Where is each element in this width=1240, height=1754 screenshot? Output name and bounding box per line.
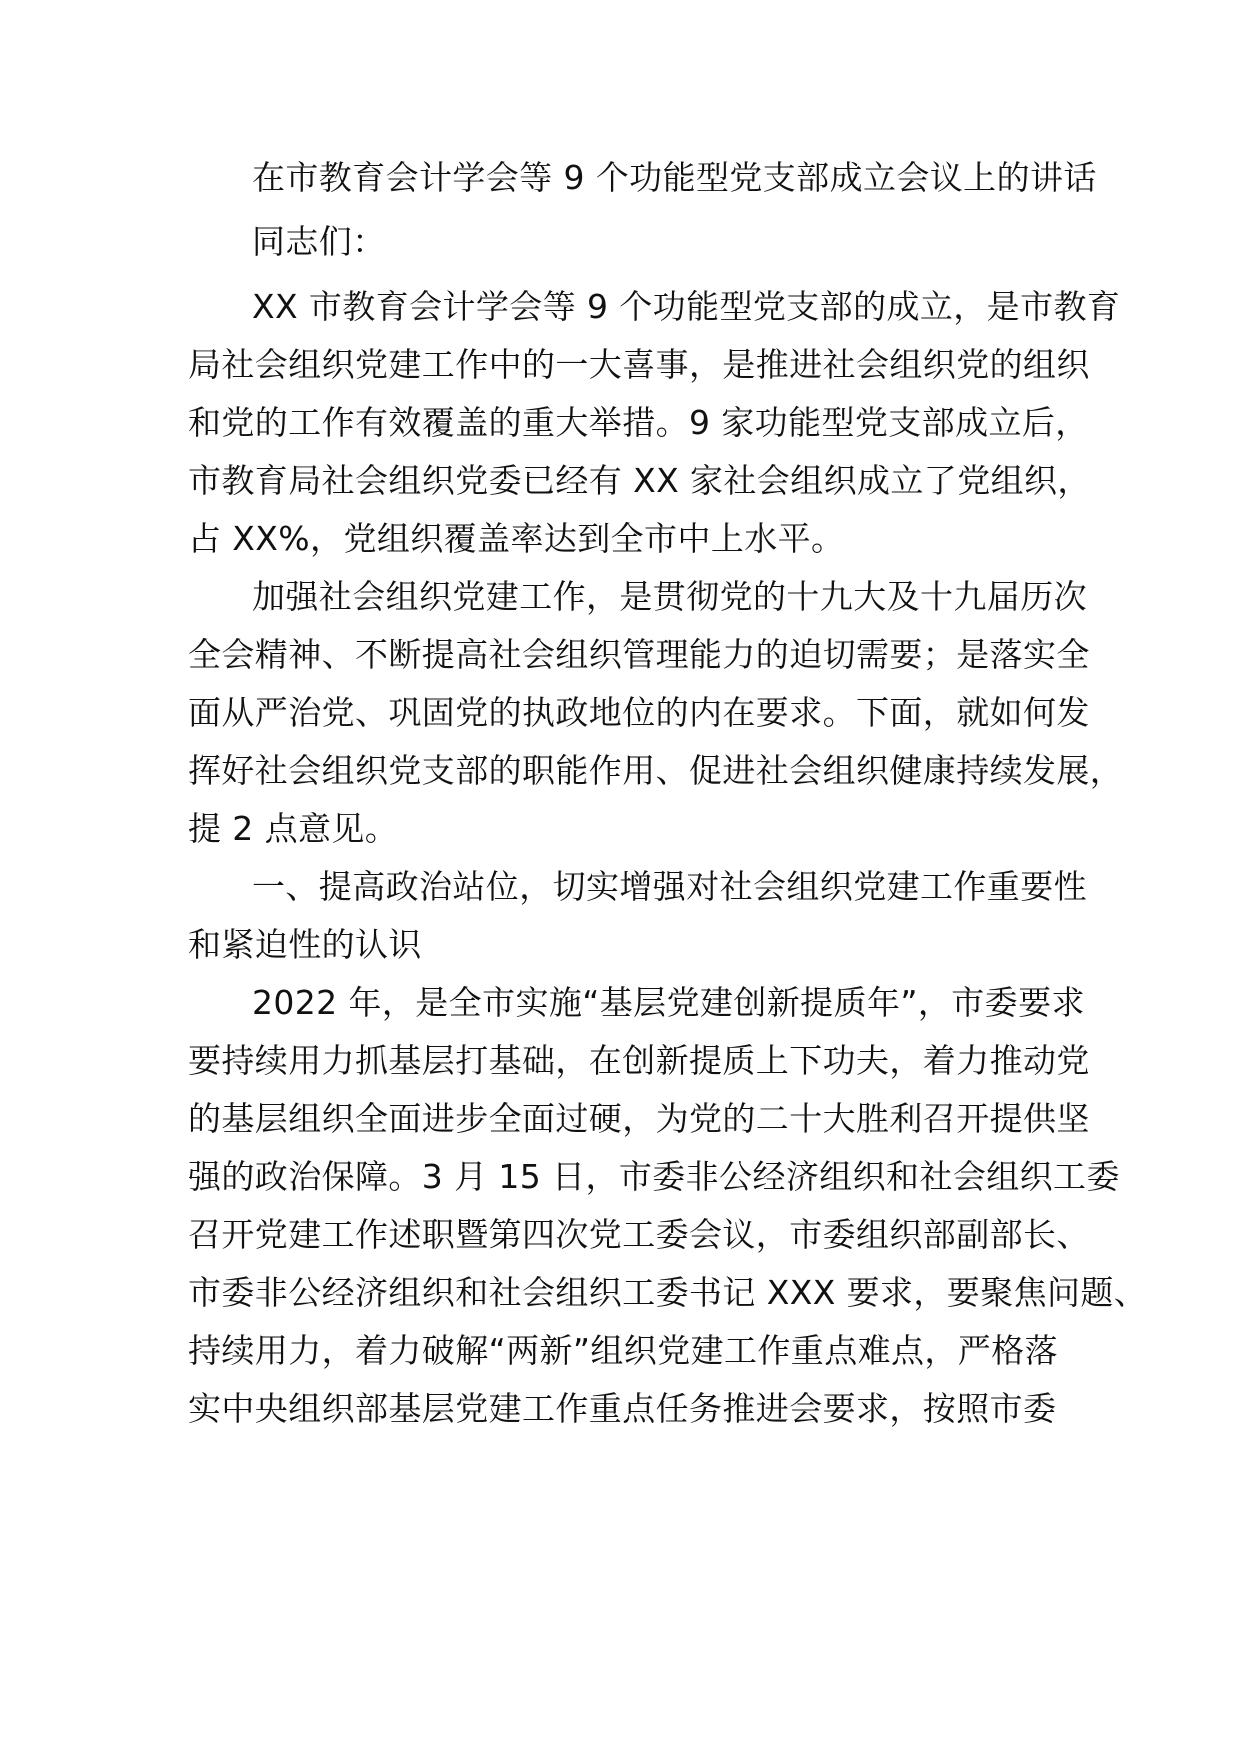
section-heading-continued: 和紧迫性的认识 bbox=[188, 925, 422, 964]
salutation: 同志们： bbox=[252, 222, 386, 261]
text-line: 占 XX%，党组织覆盖率达到全市中上水平。 bbox=[188, 519, 845, 558]
text-line: 实中央组织部基层党建工作重点任务推进会要求，按照市委 bbox=[188, 1389, 1057, 1428]
text-line: 提 2 点意见。 bbox=[188, 809, 399, 848]
text-line: 加强社会组织党建工作，是贯彻党的十九大及十九届历次 bbox=[252, 577, 1087, 616]
text-line: 挥好社会组织党支部的职能作用、促进社会组织健康持续发展， bbox=[188, 751, 1124, 790]
text-line: 2022 年，是全市实施“基层党建创新提质年”，市委要求 bbox=[252, 983, 1085, 1022]
document-title: 在市教育会计学会等 9 个功能型党支部成立会议上的讲话 bbox=[252, 158, 1097, 197]
text-line: 强的政治保障。3 月 15 日，市委非公经济组织和社会组织工委 bbox=[188, 1157, 1120, 1196]
text-line: 召开党建工作述职暨第四次党工委会议，市委组织部副部长、 bbox=[188, 1215, 1090, 1254]
text-line: 的基层组织全面进步全面过硬，为党的二十大胜利召开提供坚 bbox=[188, 1099, 1090, 1138]
text-line: 面从严治党、巩固党的执政地位的内在要求。下面，就如何发 bbox=[188, 693, 1090, 732]
text-line: 和党的工作有效覆盖的重大举措。9 家功能型党支部成立后， bbox=[188, 403, 1089, 442]
section-heading: 一、提高政治站位，切实增强对社会组织党建工作重要性 bbox=[252, 867, 1087, 906]
text-line: 持续用力，着力破解“两新”组织党建工作重点难点，严格落 bbox=[188, 1331, 1058, 1370]
text-line: 市委非公经济组织和社会组织工委书记 XXX 要求，要聚焦问题、 bbox=[188, 1273, 1148, 1312]
text-line: 要持续用力抓基层打基础，在创新提质上下功夫，着力推动党 bbox=[188, 1041, 1090, 1080]
text-line: 全会精神、不断提高社会组织管理能力的迫切需要；是落实全 bbox=[188, 635, 1090, 674]
text-line: 局社会组织党建工作中的一大喜事，是推进社会组织党的组织 bbox=[188, 345, 1090, 384]
text-line: 市教育局社会组织党委已经有 XX 家社会组织成立了党组织， bbox=[188, 461, 1091, 500]
text-line: XX 市教育会计学会等 9 个功能型党支部的成立，是市教育 bbox=[252, 287, 1121, 326]
